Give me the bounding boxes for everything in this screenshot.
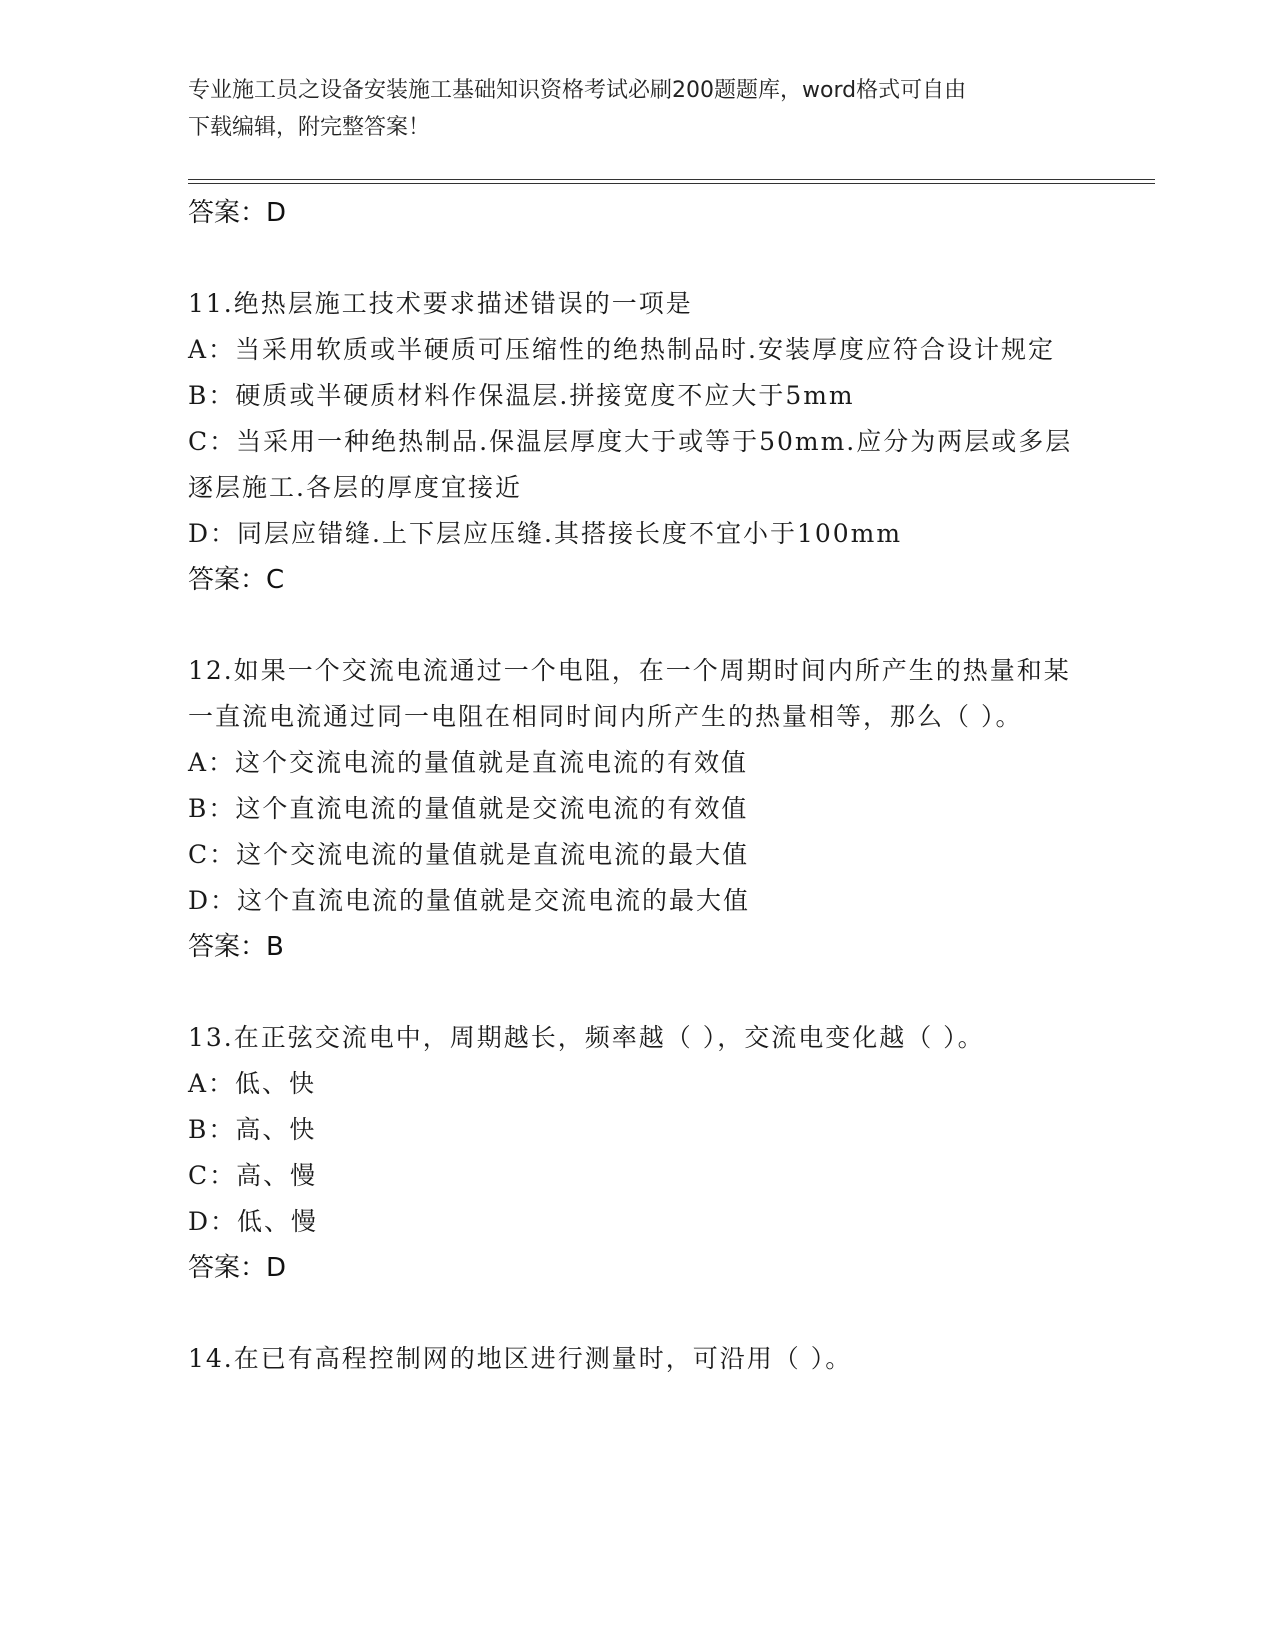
- question-list: [188, 190, 1088, 1382]
- option-b: B：这个直流电流的量值就是交流电流的有效值: [188, 794, 749, 823]
- question-11: [188, 281, 1088, 603]
- option-a: A：低、快: [188, 1069, 317, 1098]
- option-d: D：低、慢: [188, 1207, 319, 1236]
- question-text: 14.在已有高程控制网的地区进行测量时，可沿用（ ）。: [188, 1344, 853, 1373]
- page-header: [188, 72, 1088, 146]
- option-c: C：高、慢: [188, 1161, 318, 1190]
- question-text: 12.如果一个交流电流通过一个电阻，在一个周期时间内所产生的热量和某一直流电流通过同一电阻在相同时间内所产生的热量相等，那么（ ）。: [188, 656, 1071, 731]
- answer-line: 答案：D: [188, 198, 287, 228]
- answer-line: 答案：C: [188, 565, 285, 595]
- question-text: 13.在正弦交流电中，周期越长，频率越（ ），交流电变化越（ ）。: [188, 1023, 985, 1052]
- option-c: C：当采用一种绝热制品.保温层厚度大于或等于50mm.应分为两层或多层逐层施工.各层的厚度宜接近: [188, 427, 1073, 502]
- header-line-2: 下载编辑，附完整答案！: [188, 115, 431, 140]
- header-line-1: 专业施工员之设备安装施工基础知识资格考试必刷200题题库，word格式可自由: [188, 78, 967, 103]
- answer-line: 答案：D: [188, 1253, 287, 1283]
- option-c: C：这个交流电流的量值就是直流电流的最大值: [188, 840, 750, 869]
- answer-line: 答案：B: [188, 932, 284, 962]
- option-b: B：高、快: [188, 1115, 317, 1144]
- spacer: [188, 236, 1088, 281]
- option-d: D：这个直流电流的量值就是交流电流的最大值: [188, 886, 751, 915]
- question-13: [188, 1015, 1088, 1291]
- question-12: [188, 648, 1088, 970]
- option-a: A：这个交流电流的量值就是直流电流的有效值: [188, 748, 749, 777]
- spacer: [188, 1291, 1088, 1336]
- question-14: [188, 1336, 1088, 1382]
- header-divider: [188, 179, 1155, 184]
- spacer: [188, 603, 1088, 648]
- option-b: B：硬质或半硬质材料作保温层.拼接宽度不应大于5mm: [188, 381, 855, 410]
- option-d: D：同层应错缝.上下层应压缝.其搭接长度不宜小于100mm: [188, 519, 903, 548]
- spacer: [188, 970, 1088, 1015]
- question-text: 11.绝热层施工技术要求描述错误的一项是: [188, 289, 693, 318]
- option-a: A：当采用软质或半硬质可压缩性的绝热制品时.安装厚度应符合设计规定: [188, 335, 1056, 364]
